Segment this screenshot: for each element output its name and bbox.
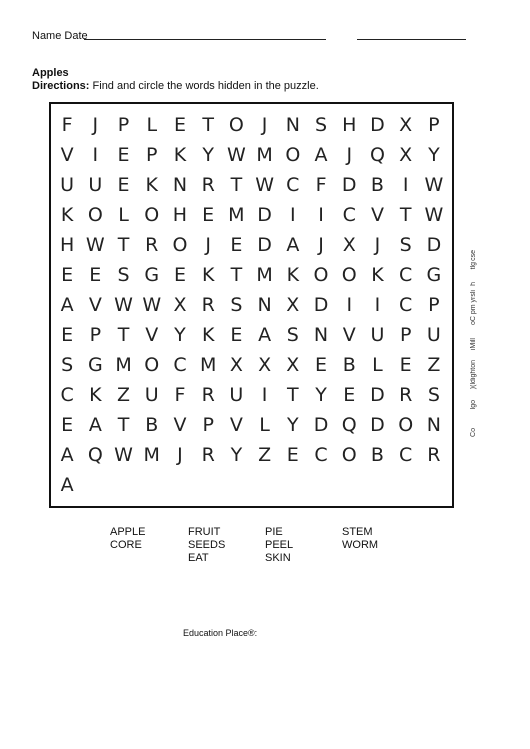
grid-letter[interactable]: E	[230, 324, 243, 346]
grid-letter[interactable]: S	[315, 114, 328, 136]
grid-letter[interactable]: W	[114, 294, 133, 316]
grid-letter[interactable]: W	[114, 444, 133, 466]
grid-letter[interactable]: R	[201, 444, 215, 466]
word-list-item: SKIN	[265, 552, 291, 564]
word-list-item: APPLE	[110, 526, 146, 538]
grid-letter[interactable]: O	[341, 444, 357, 466]
grid-letter[interactable]: E	[315, 354, 328, 376]
grid-letter[interactable]: K	[89, 384, 102, 406]
side-text-fragment: )(ldighton	[470, 360, 477, 390]
grid-letter[interactable]: C	[399, 444, 413, 466]
grid-letter[interactable]: R	[145, 234, 159, 256]
grid-letter[interactable]: U	[426, 324, 441, 346]
worksheet-title: Apples	[32, 67, 69, 79]
grid-letter[interactable]: E	[61, 324, 74, 346]
grid-letter[interactable]: D	[370, 114, 385, 136]
grid-letter[interactable]: T	[287, 384, 299, 406]
grid-letter[interactable]: N	[172, 174, 188, 196]
grid-letter[interactable]: Q	[87, 444, 103, 466]
grid-letter[interactable]: K	[173, 144, 187, 166]
grid-letter[interactable]: M	[115, 354, 132, 376]
grid-letter[interactable]: Y	[287, 414, 299, 436]
side-text-fragment: h	[470, 282, 477, 286]
grid-letter[interactable]: L	[146, 114, 158, 136]
grid-letter[interactable]: I	[261, 384, 268, 406]
grid-letter[interactable]: D	[341, 174, 357, 196]
grid-letter[interactable]: L	[259, 414, 270, 436]
grid-letter[interactable]: X	[399, 114, 413, 136]
grid-letter[interactable]: A	[60, 294, 74, 316]
grid-letter[interactable]: I	[92, 144, 99, 166]
grid-letter[interactable]: K	[371, 264, 384, 286]
grid-letter[interactable]: L	[118, 204, 129, 226]
grid-letter[interactable]: O	[398, 414, 414, 436]
grid-letter[interactable]: P	[146, 144, 158, 166]
grid-letter[interactable]: V	[370, 204, 384, 226]
grid-letter[interactable]: A	[258, 324, 272, 346]
grid-letter[interactable]: C	[399, 264, 413, 286]
grid-letter[interactable]: O	[87, 204, 103, 226]
side-text-fragment: tlg	[470, 262, 477, 270]
grid-letter[interactable]: X	[342, 234, 356, 256]
side-text-fragment: cse	[470, 250, 477, 261]
grid-letter[interactable]: G	[426, 264, 442, 286]
grid-letter[interactable]: E	[173, 114, 186, 136]
word-list-column	[342, 526, 378, 552]
grid-letter[interactable]: J	[346, 144, 353, 166]
grid-letter[interactable]: Q	[341, 414, 357, 436]
grid-letter[interactable]: V	[60, 144, 74, 166]
grid-letter[interactable]: E	[117, 144, 130, 166]
grid-letter[interactable]: S	[117, 264, 130, 286]
grid-letter[interactable]: H	[342, 114, 357, 136]
side-text-fragment: Co	[470, 428, 477, 437]
grid-letter[interactable]: E	[117, 174, 130, 196]
grid-letter[interactable]: R	[427, 444, 441, 466]
word-list-column	[265, 526, 293, 565]
grid-letter[interactable]: X	[258, 354, 272, 376]
grid-letter[interactable]: G	[144, 264, 160, 286]
grid-letter[interactable]: O	[144, 354, 160, 376]
grid-letter[interactable]: V	[145, 324, 159, 346]
grid-letter[interactable]: Z	[258, 444, 272, 466]
grid-letter[interactable]: U	[370, 324, 385, 346]
grid-letter[interactable]: C	[399, 294, 413, 316]
grid-letter[interactable]: E	[202, 204, 215, 226]
grid-letter[interactable]: S	[427, 384, 440, 406]
grid-letter[interactable]: S	[399, 234, 412, 256]
grid-letter[interactable]: N	[313, 324, 329, 346]
grid-letter[interactable]: R	[201, 174, 215, 196]
side-vertical-text	[470, 250, 492, 440]
grid-letter[interactable]: L	[372, 354, 383, 376]
grid-letter[interactable]: D	[313, 294, 329, 316]
grid-letter[interactable]: M	[256, 264, 273, 286]
grid-letter[interactable]: V	[229, 414, 243, 436]
grid-letter[interactable]: U	[229, 384, 244, 406]
grid-letter[interactable]: Y	[315, 384, 327, 406]
grid-letter[interactable]: Z	[427, 354, 441, 376]
grid-letter[interactable]: W	[424, 174, 444, 196]
grid-letter[interactable]: B	[370, 174, 384, 196]
grid-letter[interactable]: E	[343, 384, 356, 406]
grid-letter[interactable]: C	[342, 204, 356, 226]
grid-letter[interactable]: I	[374, 294, 381, 316]
grid-letter[interactable]: P	[117, 114, 130, 136]
grid-letter[interactable]: W	[424, 204, 444, 226]
grid-letter[interactable]: D	[426, 234, 442, 256]
grid-letter[interactable]: D	[257, 204, 272, 226]
word-list-item: FRUIT	[188, 526, 221, 538]
grid-letter[interactable]: K	[201, 324, 215, 346]
footer-credit: Education Place®:	[183, 628, 258, 638]
grid-letter[interactable]: O	[285, 144, 301, 166]
grid-letter[interactable]: W	[142, 294, 162, 316]
word-list	[110, 526, 410, 566]
grid-letter[interactable]: B	[342, 354, 356, 376]
grid-letter[interactable]: I	[290, 204, 296, 226]
grid-letter[interactable]: J	[374, 234, 381, 256]
grid-letter[interactable]: E	[286, 444, 299, 466]
grid-letter[interactable]: V	[88, 294, 102, 316]
grid-letter[interactable]: A	[60, 444, 74, 466]
grid-letter[interactable]: N	[426, 414, 441, 436]
grid-letter[interactable]: M	[199, 354, 217, 376]
letter-grid	[51, 104, 452, 506]
word-list-item: CORE	[110, 539, 142, 551]
grid-letter[interactable]: O	[144, 204, 160, 226]
grid-letter[interactable]: T	[230, 264, 243, 286]
grid-letter[interactable]: S	[230, 294, 243, 316]
grid-letter[interactable]: C	[60, 384, 74, 406]
grid-letter[interactable]: T	[117, 234, 130, 256]
directions-label: Directions:	[32, 80, 90, 92]
grid-letter[interactable]: C	[173, 354, 187, 376]
grid-letter[interactable]: K	[145, 174, 158, 196]
grid-letter[interactable]: T	[230, 174, 243, 196]
grid-letter[interactable]: Y	[230, 444, 243, 466]
word-list-item: WORM	[342, 539, 379, 551]
grid-letter[interactable]: G	[87, 354, 103, 376]
grid-letter[interactable]: O	[313, 264, 329, 286]
grid-letter[interactable]: V	[342, 324, 356, 346]
grid-letter[interactable]: V	[173, 414, 187, 436]
grid-letter[interactable]: O	[172, 234, 188, 256]
grid-letter[interactable]: U	[144, 384, 159, 406]
grid-letter[interactable]: B	[145, 414, 159, 436]
grid-letter[interactable]: S	[286, 324, 299, 346]
grid-letter[interactable]: X	[286, 354, 300, 376]
grid-letter[interactable]: F	[61, 114, 73, 136]
grid-letter[interactable]: W	[85, 234, 105, 256]
grid-letter[interactable]: D	[370, 384, 385, 406]
grid-letter[interactable]: F	[174, 384, 186, 406]
grid-letter[interactable]: D	[257, 234, 272, 256]
grid-letter[interactable]: C	[286, 174, 300, 196]
grid-letter[interactable]: J	[318, 234, 324, 256]
grid-letter[interactable]: Q	[369, 144, 385, 166]
grid-letter[interactable]: X	[399, 144, 413, 166]
directions	[32, 80, 319, 92]
grid-letter[interactable]: E	[173, 264, 186, 286]
side-text-fragment: iMill	[470, 338, 477, 351]
grid-letter[interactable]: E	[230, 234, 243, 256]
grid-letter[interactable]: A	[60, 474, 74, 496]
grid-letter[interactable]: X	[173, 294, 187, 316]
grid-letter[interactable]: N	[257, 294, 272, 316]
grid-letter[interactable]: P	[89, 324, 102, 346]
grid-letter[interactable]: H	[172, 204, 188, 226]
date-line	[357, 39, 466, 40]
grid-letter[interactable]: A	[286, 234, 300, 256]
grid-letter[interactable]: U	[60, 174, 75, 196]
grid-letter[interactable]: Z	[117, 384, 131, 406]
word-list-item: STEM	[342, 526, 373, 538]
grid-letter[interactable]: J	[205, 234, 211, 256]
grid-letter[interactable]: I	[346, 294, 353, 316]
grid-letter[interactable]: Y	[202, 144, 214, 166]
word-list-item: SEEDS	[188, 539, 226, 551]
grid-letter[interactable]: D	[370, 414, 385, 436]
grid-letter[interactable]: T	[399, 204, 412, 226]
grid-letter[interactable]: K	[60, 204, 74, 226]
grid-letter[interactable]: J	[261, 114, 268, 136]
grid-letter[interactable]: R	[201, 294, 215, 316]
grid-letter[interactable]: O	[228, 114, 244, 136]
grid-letter[interactable]: S	[61, 354, 74, 376]
grid-letter[interactable]: F	[315, 174, 327, 196]
side-text-fragment: lgo	[470, 400, 477, 410]
grid-letter[interactable]: X	[229, 354, 243, 376]
grid-letter[interactable]: T	[117, 324, 130, 346]
word-list-column	[110, 526, 145, 552]
grid-letter[interactable]: D	[313, 414, 329, 436]
word-list-item: PEEL	[265, 539, 294, 551]
grid-letter[interactable]: I	[402, 174, 409, 196]
grid-letter[interactable]: P	[399, 324, 412, 346]
grid-letter[interactable]: K	[286, 264, 300, 286]
grid-letter[interactable]: P	[428, 294, 440, 316]
side-text-fragment: oC pm yrsli	[470, 290, 477, 326]
word-search-puzzle	[49, 102, 454, 508]
grid-letter[interactable]: W	[226, 144, 246, 166]
grid-letter[interactable]: J	[92, 114, 99, 136]
grid-letter[interactable]: E	[89, 264, 102, 286]
word-list-item: EAT	[188, 552, 209, 564]
grid-letter[interactable]: X	[286, 294, 300, 316]
grid-letter[interactable]: T	[117, 414, 130, 436]
grid-letter[interactable]: C	[314, 444, 328, 466]
grid-letter[interactable]: H	[59, 234, 75, 256]
grid-letter[interactable]: R	[201, 384, 215, 406]
word-list-item: PIE	[265, 526, 283, 538]
grid-letter[interactable]: P	[202, 414, 214, 436]
grid-letter[interactable]: A	[88, 414, 102, 436]
grid-letter[interactable]: M	[228, 204, 245, 226]
grid-letter[interactable]: N	[285, 114, 300, 136]
grid-letter[interactable]: I	[318, 204, 324, 226]
grid-letter[interactable]: M	[256, 144, 273, 166]
grid-letter[interactable]: A	[314, 144, 328, 166]
grid-letter[interactable]: W	[255, 174, 274, 196]
grid-letter[interactable]: M	[143, 444, 160, 466]
grid-letter[interactable]: E	[399, 354, 412, 376]
grid-letter[interactable]: B	[370, 444, 384, 466]
word-list-column	[188, 526, 225, 565]
grid-letter[interactable]: P	[428, 114, 440, 136]
grid-letter[interactable]: Y	[428, 144, 440, 166]
name-date-label: Name Date	[32, 30, 88, 42]
grid-letter[interactable]: E	[61, 264, 74, 286]
grid-letter[interactable]: R	[399, 384, 413, 406]
name-line	[84, 39, 326, 40]
grid-letter[interactable]: J	[177, 444, 183, 466]
directions-text: Find and circle the words hidden in the puzzle.	[92, 80, 319, 92]
grid-letter[interactable]: O	[341, 264, 357, 286]
grid-letter[interactable]: U	[88, 174, 103, 196]
grid-letter[interactable]: K	[201, 264, 215, 286]
grid-letter[interactable]: E	[61, 414, 74, 436]
grid-letter[interactable]: Y	[174, 324, 186, 346]
grid-letter[interactable]: T	[202, 114, 214, 136]
